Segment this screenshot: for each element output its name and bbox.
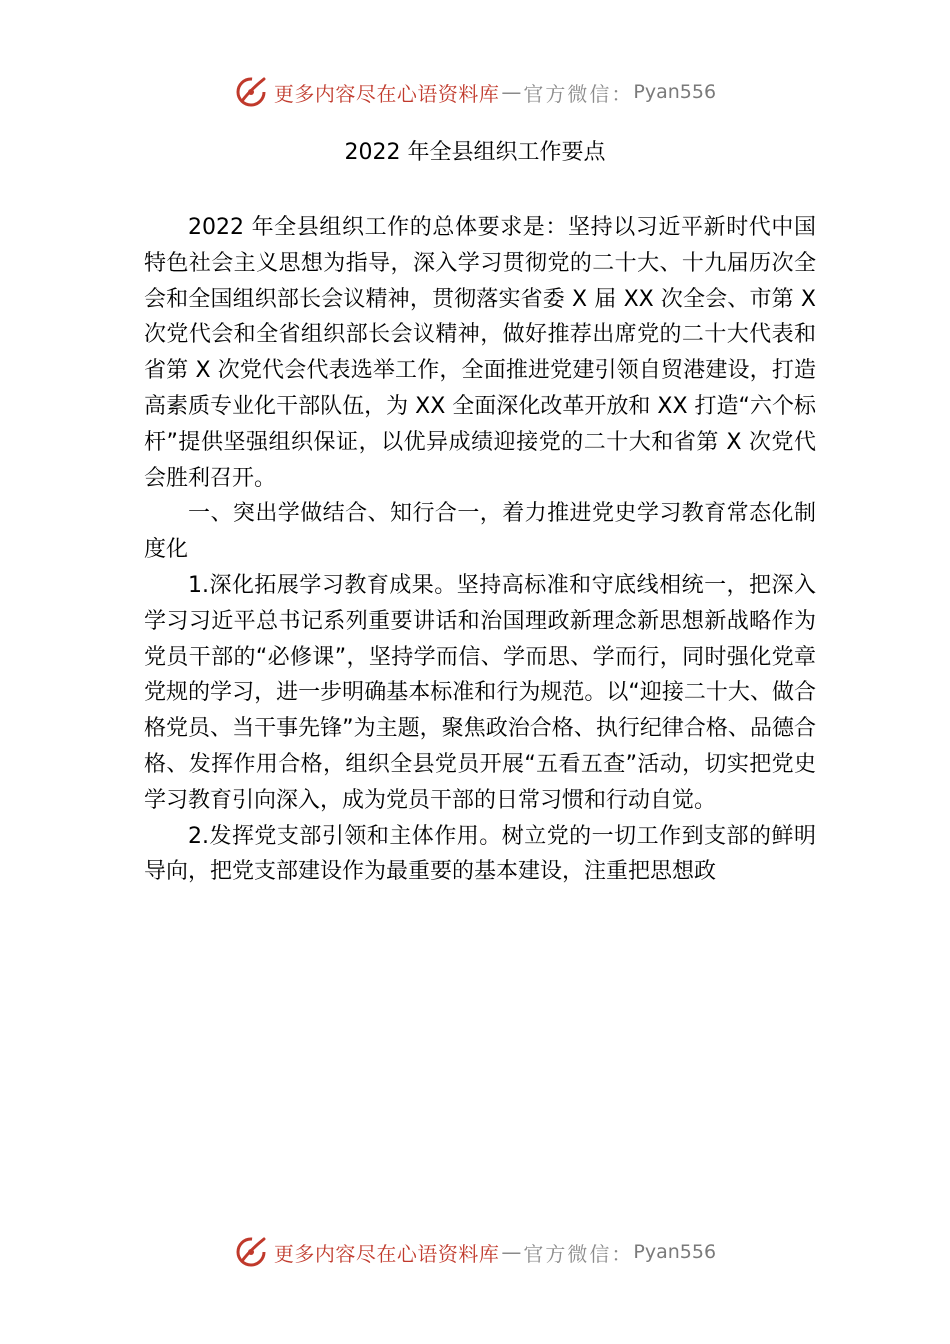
document-body <box>144 210 816 890</box>
banner-dash: — <box>501 1240 522 1264</box>
section-heading-1: 一、突出学做结合、知行合一，着力推进党史学习教育常态化制度化 <box>144 501 816 563</box>
paragraph-item-1: 1.深化拓展学习教育成果。坚持高标准和守底线相统一，把深入学习习近平总书记系列重要讲话和治国理政新理念新思想新战略作为党员干部的“必修课”，坚持学而信、学而思、学而行，同时强化党章党规的学习，进一步明确基本标准和行为规范。以“迎接二十大、做合格党员、当干事先锋”为主题，聚焦政治合格、执行纪律合格、品德合格、发挥作用合格，组织全县党员开展“五看五查”活动，切实把党史学习教育引向深入，成为党员干部的日常习惯和行动自觉。 <box>144 572 816 813</box>
brush-circle-logo-icon <box>234 1235 268 1269</box>
promo-text: 更多内容尽在心语资料库 <box>273 81 500 106</box>
footer-banner <box>0 1230 950 1274</box>
brush-circle-logo-icon <box>234 75 268 109</box>
promo-text: 更多内容尽在心语资料库 <box>273 1241 500 1266</box>
header-banner <box>0 70 950 114</box>
wechat-id: Pyan556 <box>633 81 717 103</box>
paragraph-item-2: 2.发挥党支部引领和主体作用。树立党的一切工作到支部的鲜明导向，把党支部建设作为最重要的基本建设，注重把思想政 <box>144 823 816 885</box>
banner-dash: — <box>501 80 522 104</box>
wechat-label: 官方微信： <box>523 1241 634 1266</box>
paragraph-intro: 2022 年全县组织工作的总体要求是：坚持以习近平新时代中国特色社会主义思想为指导，深入学习贯彻党的二十大、十九届历次全会和全国组织部长会议精神，贯彻落实省委 X 届 XX 次全会、市第 X 次党代会和全省组织部长会议精神，做好推荐出席党的二十大代表和省第 X 次党代会代表选举工作，全面推进党建引领自贸港建设，打造高素质专业化干部队伍，为 XX 全面深化改革开放和 XX 打造“六个标杆”提供坚强组织保证，以优异成绩迎接党的二十大和省第 X 次党代会胜利召开。 <box>144 215 816 491</box>
wechat-id: Pyan556 <box>633 1241 717 1263</box>
wechat-label: 官方微信： <box>523 81 634 106</box>
document-title: 2022 年全县组织工作要点 <box>344 140 606 165</box>
